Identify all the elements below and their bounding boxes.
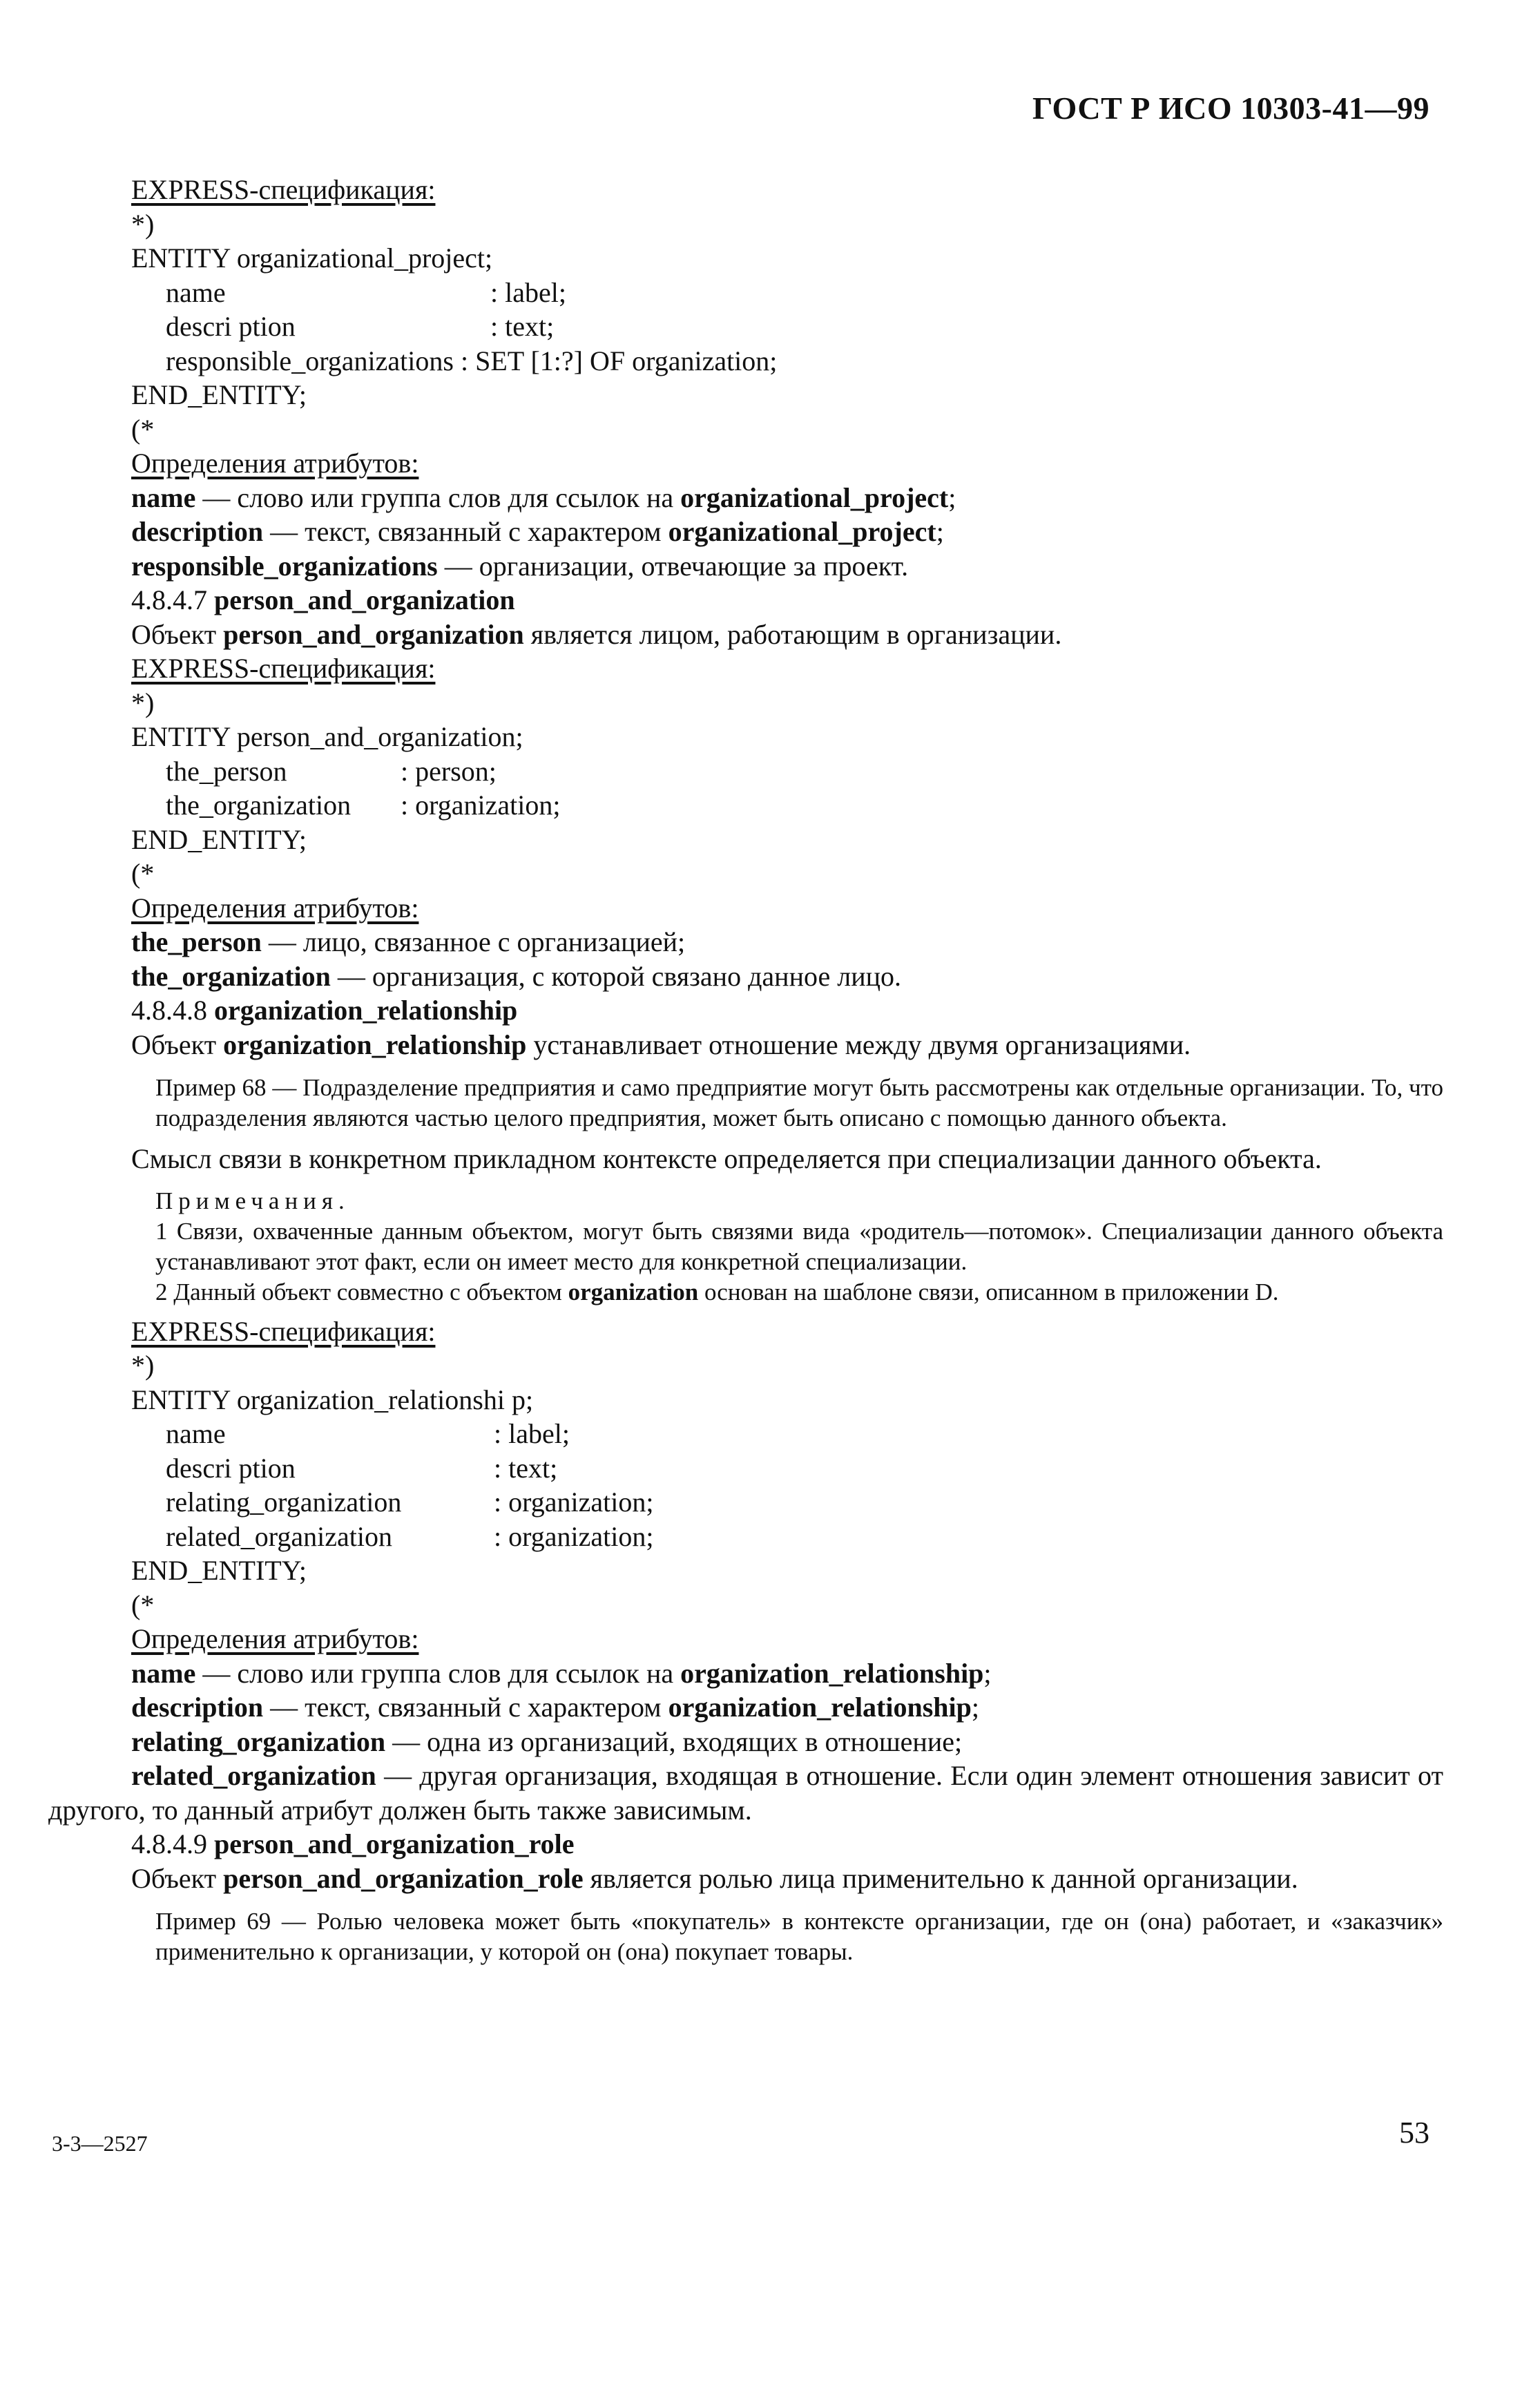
definition-ref: organizational_project [680, 481, 949, 513]
attribute-definition: relating_organization — одна из организаций, входящих в отношение; [131, 1725, 963, 1757]
definition-term: relating_organization [131, 1725, 386, 1757]
attribute-name: descri ption [166, 311, 296, 342]
express-spec-label: EXPRESS-спецификация: [131, 1315, 436, 1347]
entity-attribute [48, 754, 1443, 789]
document-header: ГОСТ Р ИСО 10303-41—99 [1032, 90, 1430, 126]
attribute-definitions-label: Определения атрибутов: [131, 892, 419, 923]
attribute-type: : person; [401, 755, 497, 787]
definition-term: responsible_organizations [131, 550, 438, 582]
section-heading: 4.8.4.9 person_and_organization_role [131, 1828, 575, 1859]
attribute-type: : SET [1:?] OF organization; [460, 345, 778, 376]
comment-open: (* [131, 858, 155, 889]
attribute-name: related_organization [166, 1520, 393, 1552]
entity-attribute [48, 1520, 1443, 1554]
entity-attribute [48, 309, 1443, 344]
section-heading: 4.8.4.8 organization_relationship [131, 995, 518, 1026]
entity-end: END_ENTITY; [131, 379, 307, 410]
example-text: Пример 68 — Подразделение предприятия и само предприятие могут быть рассмотрены как отдельные организации. То, что подразделения являются частью целого предприятия, может быть описано с помощью данного объекта. [155, 1074, 1443, 1131]
attribute-name: the_organization [166, 789, 352, 821]
entity-attribute [48, 788, 1443, 823]
definition-term: name [131, 1657, 196, 1689]
definition-ref: organization_relationship [668, 1692, 972, 1723]
definition-term: the_person [131, 926, 262, 957]
attribute-definitions-label: Определения атрибутов: [131, 1623, 419, 1654]
attribute-type: : text; [490, 311, 555, 342]
attribute-name: the_person [166, 755, 287, 787]
attribute-definitions-label: Определения атрибутов: [131, 448, 419, 479]
section-intro: Объект person_and_organization_role является ролью лица применительно к данной организации. [131, 1862, 1298, 1894]
definition-term: description [131, 516, 264, 547]
entity-attribute [48, 1417, 1443, 1451]
attribute-type: : text; [494, 1452, 558, 1484]
comment-close: *) [131, 1350, 155, 1381]
definition-term: name [131, 481, 196, 513]
page-number: 53 [1399, 2116, 1430, 2150]
definition-term: description [131, 1692, 264, 1723]
entity-end: END_ENTITY; [131, 823, 307, 855]
definition-ref: organizational_project [668, 516, 936, 547]
entity-end: END_ENTITY; [131, 1555, 307, 1586]
entity-attribute [48, 276, 1443, 310]
page-content [48, 173, 1443, 1975]
attribute-type: : label; [490, 276, 566, 308]
comment-open: (* [131, 1589, 155, 1620]
attribute-type: : label; [494, 1418, 570, 1449]
comment-close: *) [131, 687, 155, 718]
definition-ref: organization_relationship [680, 1657, 984, 1689]
comment-close: *) [131, 208, 155, 240]
entity-declaration: ENTITY organization_relationshi p; [131, 1384, 534, 1415]
entity-declaration: ENTITY person_and_organization; [131, 721, 523, 752]
entity-attribute [48, 344, 1443, 379]
express-spec-label: EXPRESS-спецификация: [131, 653, 436, 684]
attribute-definition: description — текст, связанный с характером organization_relationship; [131, 1692, 980, 1723]
attribute-type: : organization; [494, 1520, 654, 1552]
definition-term: related_organization [131, 1760, 376, 1791]
express-spec-label: EXPRESS-спецификация: [131, 174, 436, 205]
attribute-definition: responsible_organizations — организации, отвечающие за проект. [131, 550, 909, 582]
note-item: 2 Данный объект совместно с объектом organization основан на шаблоне связи, описанном в приложении D. [155, 1278, 1279, 1305]
attribute-definition: description — текст, связанный с характером organizational_project; [131, 516, 944, 547]
note-item: 1 Связи, охваченные данным объектом, могут быть связями вида «родитель—потомок». Специализации данного объекта устанавливают этот факт, если он имеет место для конкретной специализации. [155, 1217, 1443, 1275]
print-code: 3-3—2527 [52, 2131, 148, 2156]
notes-label: Примечания. [155, 1187, 350, 1214]
attribute-type: : organization; [494, 1486, 654, 1518]
meaning-paragraph: Смысл связи в конкретном прикладном контексте определяется при специализации данного объекта. [131, 1143, 1322, 1174]
attribute-definition: related_organization — другая организация, входящая в отношение. Если один элемент отношения зависит от другого, то данный атрибут должен быть также зависимым. [48, 1760, 1443, 1826]
attribute-name: relating_organization [166, 1486, 402, 1518]
attribute-name: responsible_organizations [166, 345, 454, 376]
comment-open: (* [131, 413, 155, 445]
attribute-definition: name — слово или группа слов для ссылок на organizational_project; [131, 481, 956, 513]
attribute-name: name [166, 276, 226, 308]
entity-attribute [48, 1485, 1443, 1520]
attribute-name: name [166, 1418, 226, 1449]
example-text: Пример 69 — Ролью человека может быть «покупатель» в контексте организации, где он (она) работает, и «заказчик» применительно к организации, у которой он (она) покупает товары. [155, 1908, 1443, 1965]
entity-attribute [48, 1451, 1443, 1486]
attribute-definition: the_person — лицо, связанное с организацией; [131, 926, 686, 957]
attribute-name: descri ption [166, 1452, 296, 1484]
definition-term: the_organization [131, 960, 331, 992]
entity-declaration: ENTITY organizational_project; [131, 242, 493, 274]
section-intro: Объект organization_relationship устанавливает отношение между двумя организациями. [131, 1028, 1191, 1060]
attribute-definition: the_organization — организация, с которой связано данное лицо. [131, 960, 902, 992]
attribute-definition: name — слово или группа слов для ссылок на organization_relationship; [131, 1657, 992, 1689]
attribute-type: : organization; [401, 789, 561, 821]
section-intro: Объект person_and_organization является лицом, работающим в организации. [131, 618, 1062, 650]
section-heading: 4.8.4.7 person_and_organization [131, 584, 515, 615]
